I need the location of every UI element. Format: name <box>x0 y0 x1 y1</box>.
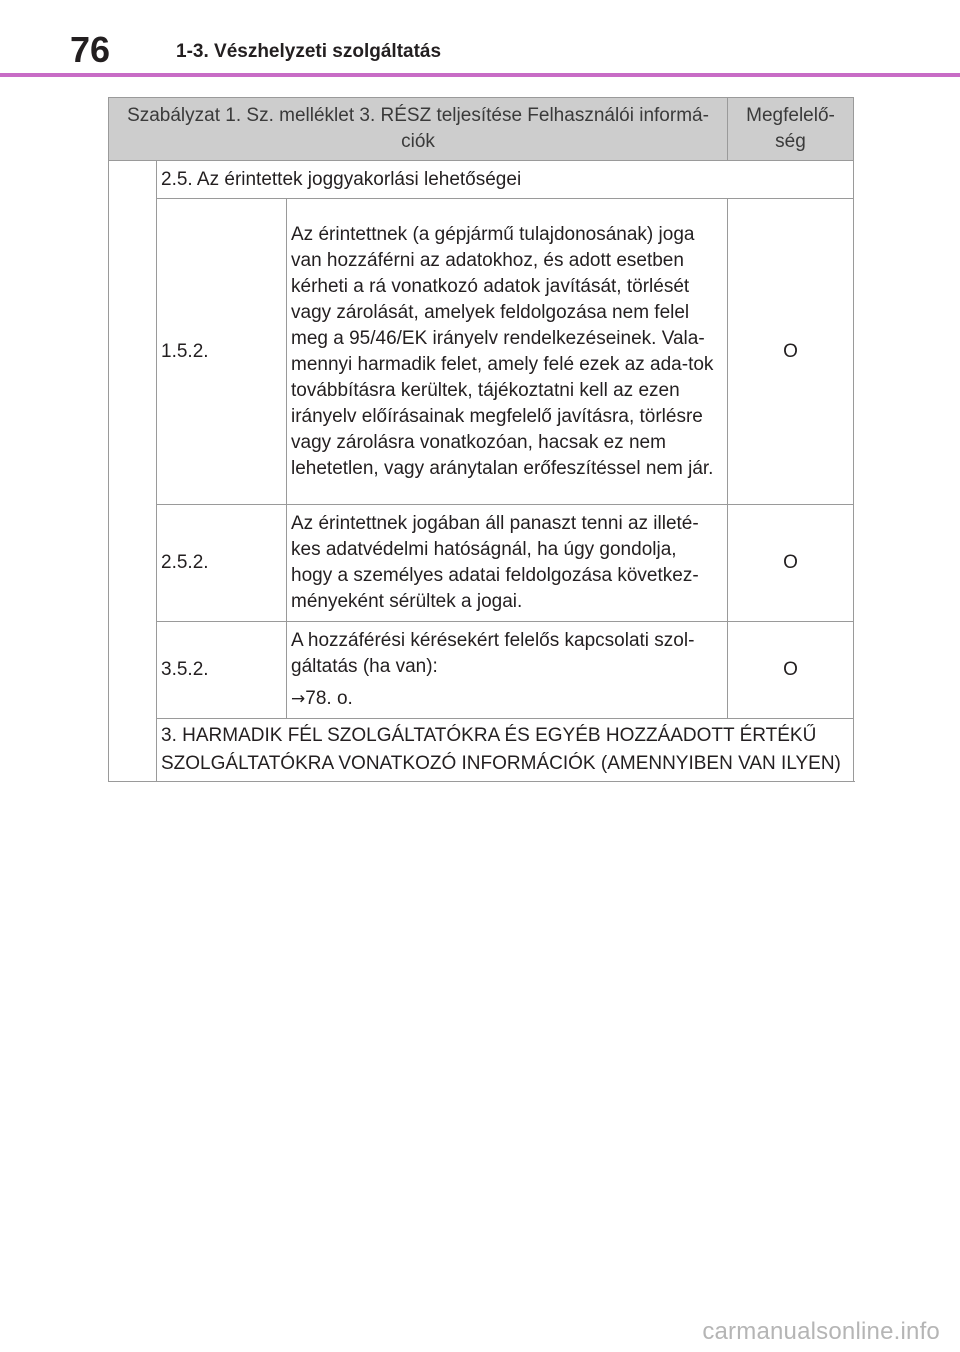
row-text: A hozzáférési kérésekért felelős kapcsolati szol-gáltatás (ha van): <box>291 630 695 677</box>
header-rule <box>0 73 960 77</box>
row-text: Az érintettnek jogában áll panaszt tenni az illeté-kes adatvédelmi hatóságnál, ha úgy gondolja, hogy a személyes adatai feldolgozása következ-ményeként sérültek a jogai. <box>287 505 728 622</box>
page-header <box>0 0 960 80</box>
section-title: 1-3. Vészhelyzeti szolgáltatás <box>176 41 442 62</box>
watermark: carmanualsonline.info <box>702 1318 940 1345</box>
table-header-row <box>109 98 854 161</box>
page-reference <box>291 686 723 712</box>
subheading-cell: 2.5. Az érintettek joggyakorlási lehetőségei <box>157 161 854 199</box>
row-code: 3.5.2. <box>157 622 287 719</box>
compliance-table <box>108 97 854 782</box>
regulation-column-header: Szabályzat 1. Sz. melléklet 3. RÉSZ teljesítése Felhasználói informá-ciók <box>109 98 728 161</box>
table-row <box>109 622 854 719</box>
table-row <box>109 161 854 199</box>
footer-cell: 3. HARMADIK FÉL SZOLGÁLTATÓKRA ÉS EGYÉB HOZZÁADOTT ÉRTÉKŰ SZOLGÁLTATÓKRA VONATKOZÓ INFORMÁCIÓK (AMENNYIBEN VAN ILYEN) <box>157 719 854 782</box>
table-row <box>109 505 854 622</box>
page-number: 76 <box>70 29 111 70</box>
indent-cell <box>109 161 157 782</box>
row-code: 2.5.2. <box>157 505 287 622</box>
row-compliance: O <box>728 199 854 505</box>
row-text: Az érintettnek (a gépjármű tulajdonosának) joga van hozzáférni az adatokhoz, és adott esetben kérheti a rá vonatkozó adatok javítását, törlését vagy zárolását, amelyek feldolgozása nem felel meg a 95/46/EK irányelv rendelkezéseinek. Vala-mennyi harmadik felet, amely felé ezek az ada-tok továbbításra kerültek, tájékoztatni kell az ezen irányelv előírásainak megfelelő javításra, törlésre vagy zárolásra vonatkozóan, hacsak ez nem lehetetlen, vagy aránytalan erőfeszítéssel nem jár. <box>287 199 728 505</box>
arrow-right-icon: → <box>291 689 306 709</box>
table-row <box>109 199 854 505</box>
row-text-cell <box>287 622 728 719</box>
row-compliance: O <box>728 505 854 622</box>
row-code: 1.5.2. <box>157 199 287 505</box>
table-footer-row <box>109 719 854 782</box>
page-reference-text: 78. o. <box>305 688 353 709</box>
compliance-column-header: Megfelelő-ség <box>728 98 854 161</box>
row-compliance: O <box>728 622 854 719</box>
